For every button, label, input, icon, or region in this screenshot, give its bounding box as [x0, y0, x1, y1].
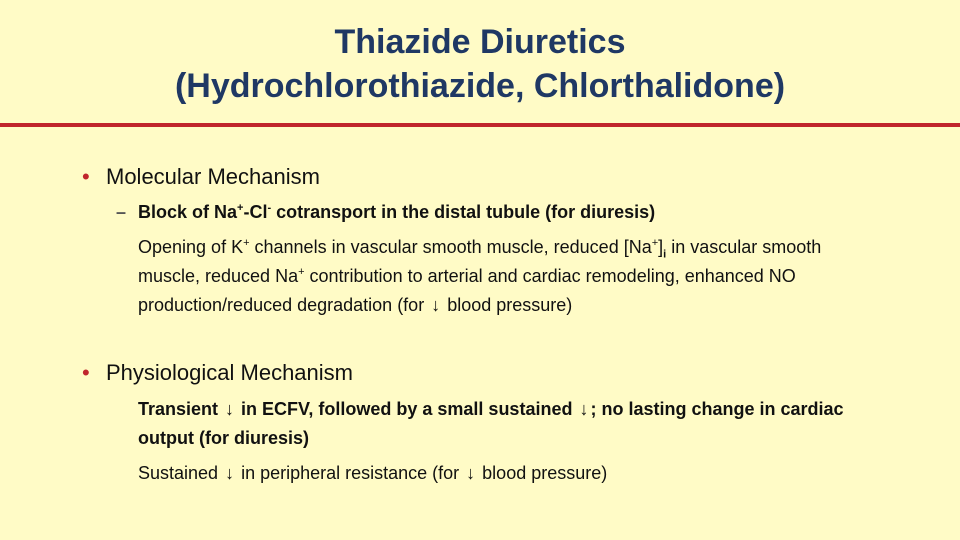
superscript: +	[298, 266, 305, 278]
text-part: ; no lasting change in cardiac output (for diuresis)	[138, 399, 844, 448]
text-part: -Cl	[243, 202, 268, 222]
superscript: +	[651, 237, 659, 249]
text-part: channels in vascular smooth muscle, reduced [Na	[249, 237, 652, 257]
text-part: Block of Na	[138, 202, 238, 222]
down-arrow-icon: ↓	[431, 295, 441, 315]
sub-item-transient-ecfv	[138, 395, 878, 453]
sub-item-cotransport-block	[116, 198, 878, 227]
text-part: Sustained	[138, 463, 224, 483]
bullet-molecular-mechanism	[82, 163, 320, 191]
text-part: contribution to arterial and cardiac remodeling, enhanced NO production/reduced degradation (for	[138, 266, 796, 315]
superscript: +	[243, 237, 250, 249]
down-arrow-icon: ↓	[225, 463, 235, 483]
text-part: ]	[658, 237, 664, 257]
title-divider	[0, 123, 960, 127]
text-part: blood pressure)	[442, 295, 573, 315]
bullet-physiological-mechanism	[82, 359, 353, 387]
superscript: +	[237, 202, 244, 214]
bullet-label: Physiological Mechanism	[106, 360, 353, 385]
slide-title	[0, 20, 960, 108]
bullet-label: Molecular Mechanism	[106, 164, 320, 189]
subscript: i	[663, 248, 667, 261]
text-part: in peripheral resistance (for	[236, 463, 465, 483]
title-line-2: (Hydrochlorothiazide, Chlorthalidone)	[174, 67, 786, 105]
text-part: cotransport in the distal tubule (for diuresis)	[271, 202, 656, 222]
sub-item-k-channels	[138, 233, 878, 320]
down-arrow-icon: ↓	[225, 399, 235, 419]
dash-icon: –	[116, 202, 127, 222]
down-arrow-icon: ↓	[466, 463, 476, 483]
text-part: blood pressure)	[477, 463, 608, 483]
bullet-dot-icon: •	[82, 164, 90, 189]
title-line-1: Thiazide Diuretics	[334, 23, 626, 61]
superscript: -	[267, 202, 272, 214]
text-part: Opening of K	[138, 237, 244, 257]
text-part: Transient	[138, 399, 224, 419]
text-part: in vascular smooth muscle, reduced Na	[138, 237, 822, 286]
text-part: in ECFV, followed by a small sustained	[236, 399, 578, 419]
down-arrow-icon: ↓	[579, 399, 589, 419]
bullet-dot-icon: •	[82, 360, 90, 385]
sub-item-sustained-resistance	[138, 459, 878, 488]
